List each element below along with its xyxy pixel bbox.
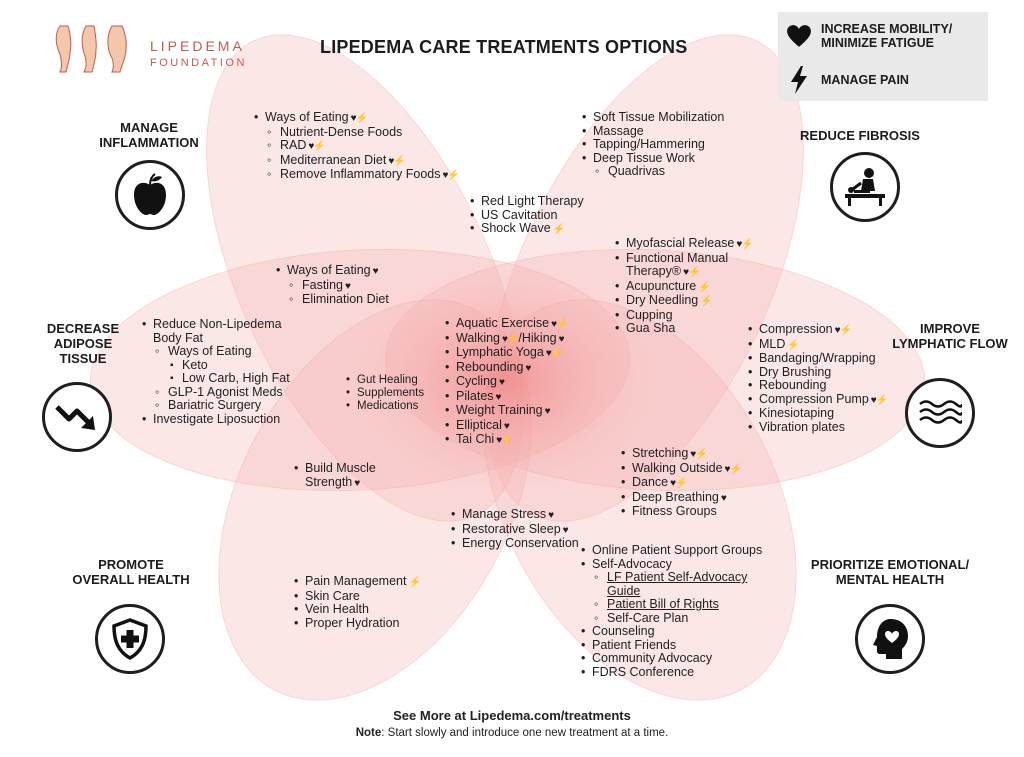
list-item (615, 280, 770, 295)
list-item (582, 138, 782, 152)
benefit-markers: ♥ (372, 266, 378, 277)
list-item (142, 359, 312, 373)
benefit-markers: ⚡ (698, 281, 710, 293)
massage-icon-circle (830, 152, 900, 222)
list-item (445, 361, 595, 376)
list-lymph (748, 323, 908, 434)
benefit-markers: ♥⚡ (502, 333, 519, 345)
treatment-label: Counseling (592, 624, 655, 638)
treatment-label: Bandaging/Wrapping (759, 351, 876, 365)
list-item (294, 603, 444, 617)
treatment-label: Elliptical (456, 417, 502, 432)
treatment-label: US Cavitation (481, 207, 558, 222)
list-item (581, 612, 781, 626)
treatment-label: Deep Breathing (632, 489, 719, 504)
treatment-label: Supplements (357, 387, 425, 399)
category-promote-health: PROMOTE OVERALL HEALTH (72, 557, 190, 587)
treatment-label: Dance (632, 475, 669, 489)
list-emotional (581, 544, 781, 679)
list-item (276, 293, 426, 307)
benefit-markers: ♥⚡ (670, 478, 687, 489)
treatment-label: Ways of Eating (265, 110, 349, 124)
benefit-markers: ♥⚡ (834, 325, 852, 336)
list-item (621, 505, 771, 519)
list-item (582, 165, 782, 179)
shield-icon-circle (95, 604, 165, 674)
benefit-markers: ♥ (525, 362, 531, 374)
treatment-label: Rebounding (759, 378, 827, 392)
list-inflam-adipose (276, 264, 426, 307)
benefit-markers: ♥⚡ (496, 435, 513, 446)
benefit-markers: ♥ (499, 377, 504, 388)
logo-legs-icon (52, 24, 142, 74)
treatment-label: Fasting (302, 277, 343, 292)
list-item (254, 168, 504, 183)
treatment-label: Gua Sha (626, 321, 676, 335)
treatment-label: Dry Needling (626, 293, 699, 307)
treatment-label: Weight Training (456, 403, 543, 417)
treatment-label: Patient Bill of Rights (607, 597, 719, 611)
list-item[interactable] (581, 598, 781, 612)
list-item (445, 390, 595, 405)
treatment-label: Walking (456, 330, 500, 345)
list-item (748, 366, 908, 380)
list-item (748, 393, 908, 408)
list-item (451, 523, 591, 538)
list-health (294, 575, 444, 630)
benefit-markers: ♥ (720, 492, 726, 504)
trending-down-arrow-icon (54, 397, 100, 437)
category-decrease-adipose: DECREASE ADIPOSE TISSUE (46, 321, 120, 366)
treatment-label: Restorative Sleep (462, 521, 561, 536)
list-item (615, 252, 770, 280)
treatment-label: Stretching (632, 446, 689, 460)
benefit-markers: ♥⚡ (388, 155, 405, 167)
treatment-label: Vein Health (305, 602, 369, 616)
list-muscle (294, 462, 394, 490)
treatment-label: Tapping/Hammering (593, 137, 705, 151)
list-health-emotional (451, 508, 591, 551)
treatment-label: Ways of Eating (168, 344, 252, 358)
treatment-label: Vibration plates (759, 419, 845, 434)
benefit-markers: ♥⚡ (551, 319, 568, 330)
list-item (470, 209, 590, 223)
benefit-markers: ♥ (345, 280, 350, 292)
list-item (748, 338, 908, 353)
list-item (621, 462, 771, 477)
benefit-markers: ♥⚡ (870, 394, 888, 406)
head-heart-icon (869, 617, 911, 661)
treatment-label: Dry Brushing (759, 364, 832, 379)
list-item (748, 323, 908, 338)
list-item (748, 421, 908, 435)
benefit-markers: ♥⚡ (308, 141, 325, 152)
treatment-label: Gut Healing (357, 374, 418, 386)
list-item (581, 544, 781, 558)
note-label: Note (355, 727, 382, 739)
treatment-label: Reduce Non-Lipedema Body Fat (153, 317, 282, 345)
benefit-markers: ♥ (548, 510, 554, 521)
list-item (470, 222, 590, 237)
list-item (276, 279, 426, 294)
benefit-markers: ♥⚡ (442, 170, 459, 181)
benefit-markers: ♥⚡ (545, 348, 563, 359)
lightning-bolt-icon (786, 66, 812, 94)
treatment-label: Self-Advocacy (592, 556, 672, 571)
treatment-label: Compression (759, 322, 833, 336)
list-item (748, 352, 908, 366)
list-item (254, 111, 504, 126)
treatment-label: Medications (357, 400, 419, 412)
category-manage-inflammation: MANAGE INFLAMMATION (99, 120, 199, 150)
trend-icon-circle (42, 382, 112, 452)
list-center (445, 317, 595, 448)
list-item (346, 374, 441, 387)
treatment-label: Myofascial Release (626, 236, 735, 250)
category-reduce-fibrosis: REDUCE FIBROSIS (800, 128, 920, 143)
benefit-markers: ♥ (562, 524, 568, 536)
list-item (276, 264, 426, 279)
list-item (451, 508, 591, 523)
treatment-label: Pain Management (305, 574, 407, 588)
list-fibrosis-lymph (615, 237, 770, 336)
treatment-label: Online Patient Support Groups (592, 543, 763, 557)
list-item (142, 318, 312, 345)
category-improve-lymphatic: IMPROVE LYMPHATIC FLOW (892, 321, 1008, 351)
list-item (142, 386, 312, 400)
treatment-label: Energy Conservation (462, 536, 579, 550)
treatment-label: RAD (280, 138, 307, 152)
benefit-markers: ♥⚡ (683, 267, 700, 278)
benefit-markers: ⚡ (408, 577, 420, 588)
benefit-markers: ♥⚡ (736, 239, 753, 250)
benefit-markers: ⚡ (552, 224, 565, 235)
benefit-markers: ♥⚡ (690, 449, 707, 460)
page-title: LIPEDEMA CARE TREATMENTS OPTIONS (320, 37, 688, 57)
list-item (470, 195, 590, 209)
list-item (621, 491, 771, 506)
treatment-label: Red Light Therapy (481, 194, 584, 208)
treatment-label: Investigate Liposuction (153, 411, 281, 426)
list-item (615, 294, 770, 309)
list-item (254, 139, 504, 154)
treatment-label: Patient Friends (592, 637, 677, 652)
list-item (142, 372, 312, 386)
list-item (582, 111, 782, 125)
list-item (748, 379, 908, 393)
massage-table-icon (843, 167, 887, 207)
list-item (615, 237, 770, 252)
list-item (445, 375, 595, 390)
list-item (445, 404, 595, 419)
treatment-label: Quadrivas (608, 164, 665, 178)
list-item (254, 154, 504, 169)
treatment-label: FDRS Conference (592, 664, 695, 679)
list-lymph-emotional (621, 447, 771, 519)
list-item (581, 625, 781, 639)
treatment-label: Low Carb, High Fat (182, 371, 290, 385)
treatment-label: Build Muscle Strength (305, 461, 376, 489)
benefit-markers: ♥⚡ (724, 463, 741, 475)
list-item (615, 309, 770, 323)
list-item (346, 387, 441, 400)
benefit-markers: ⚡ (787, 339, 799, 351)
treatment-label: Rebounding (456, 359, 524, 374)
list-item (748, 407, 908, 421)
treatment-label: Manage Stress (462, 507, 547, 521)
category-prioritize-emotional: PRIORITIZE EMOTIONAL/ MENTAL HEALTH (810, 557, 970, 587)
treatment-label: Shock Wave (481, 221, 551, 235)
logo-text (150, 38, 247, 72)
list-item (581, 558, 781, 572)
treatment-label: Keto (182, 357, 208, 372)
benefit-markers: ♥ (495, 391, 501, 403)
list-item[interactable] (581, 571, 781, 598)
treatment-label: Ways of Eating (287, 263, 371, 277)
list-item (254, 126, 504, 140)
apple-icon (130, 173, 170, 217)
list-item (615, 322, 770, 336)
benefit-markers: ♥ (544, 406, 550, 417)
treatment-label: Deep Tissue Work (593, 150, 695, 165)
list-item (581, 666, 781, 680)
treatment-label: Bariatric Surgery (168, 398, 262, 412)
list-item (451, 537, 591, 551)
treatment-label: Lymphatic Yoga (456, 345, 544, 359)
list-item (142, 413, 312, 427)
list-inflam-fibrosis (470, 195, 590, 237)
list-gut (346, 374, 441, 413)
treatment-label: Cupping (626, 307, 673, 322)
treatment-label: GLP-1 Agonist Meds (168, 384, 283, 399)
treatment-label: Kinesiotaping (759, 406, 835, 420)
head-icon-circle (855, 604, 925, 674)
list-item (445, 433, 595, 448)
list-item (346, 400, 441, 413)
treatment-label: Walking Outside (632, 460, 723, 475)
waves-icon-circle (905, 378, 975, 448)
treatment-label: Self-Care Plan (607, 610, 689, 625)
list-item (294, 590, 444, 604)
shield-cross-icon (111, 618, 149, 660)
treatment-label: Nutrient-Dense Foods (280, 124, 403, 139)
legend (778, 12, 988, 101)
list-item (294, 462, 394, 490)
list-item (582, 152, 782, 166)
list-item (582, 125, 782, 139)
treatment-label: Functional Manual Therapy® (626, 250, 729, 278)
benefit-markers: ♥⚡ (350, 113, 367, 124)
benefit-markers: ♥ (503, 420, 509, 432)
treatment-label: Tai Chi (456, 432, 495, 446)
apple-icon-circle (115, 160, 185, 230)
note-body: : Start slowly and introduce one new treatment at a time. (381, 727, 669, 739)
benefit-markers: ⚡ (700, 296, 712, 307)
list-item (621, 476, 771, 491)
legend-bolt-label: MANAGE PAIN (821, 73, 909, 87)
treatment-label: Compression Pump (759, 391, 869, 406)
benefit-markers: ♥ (354, 477, 360, 489)
list-fibrosis (582, 111, 782, 179)
see-more-text: See More at Lipedema.com/treatments (393, 708, 631, 723)
list-item (445, 317, 595, 332)
treatment-label: Pilates (456, 388, 494, 403)
list-inflammation (254, 111, 504, 183)
benefit-markers-extra: ♥ (558, 333, 564, 345)
list-item (445, 332, 595, 347)
logo-line2: FOUNDATION (150, 57, 247, 69)
treatment-label: Mediterranean Diet (280, 152, 387, 167)
legend-heart-label: INCREASE MOBILITY/ MINIMIZE FATIGUE (821, 22, 953, 50)
list-item (294, 617, 444, 631)
list-adipose (142, 318, 312, 426)
logo-line1: LIPEDEMA (150, 38, 245, 54)
treatment-label: Cycling (456, 374, 497, 388)
list-item (445, 419, 595, 434)
list-item (294, 575, 444, 590)
list-item (142, 345, 312, 359)
treatment-label: Community Advocacy (592, 651, 713, 665)
treatment-label: MLD (759, 336, 786, 351)
treatment-label: Elimination Diet (302, 292, 389, 306)
treatment-label: Fitness Groups (632, 504, 717, 518)
list-item (581, 639, 781, 653)
treatment-label: Soft Tissue Mobilization (593, 110, 725, 124)
treatment-label: Skin Care (305, 588, 360, 603)
treatment-label: Remove Inflammatory Foods (280, 167, 441, 181)
treatment-label-extra: /Hiking (518, 330, 557, 345)
list-item (445, 346, 595, 361)
treatment-label: Acupuncture (626, 278, 697, 293)
treatment-label: Massage (593, 123, 644, 138)
heart-icon (786, 24, 812, 48)
list-item (142, 399, 312, 413)
treatment-label: Proper Hydration (305, 615, 400, 630)
list-item (581, 652, 781, 666)
treatment-label: Aquatic Exercise (456, 316, 550, 330)
list-item (621, 447, 771, 462)
waves-icon (918, 398, 962, 428)
note-text (0, 727, 1024, 739)
treatment-label: LF Patient Self-Advocacy Guide (607, 570, 748, 598)
